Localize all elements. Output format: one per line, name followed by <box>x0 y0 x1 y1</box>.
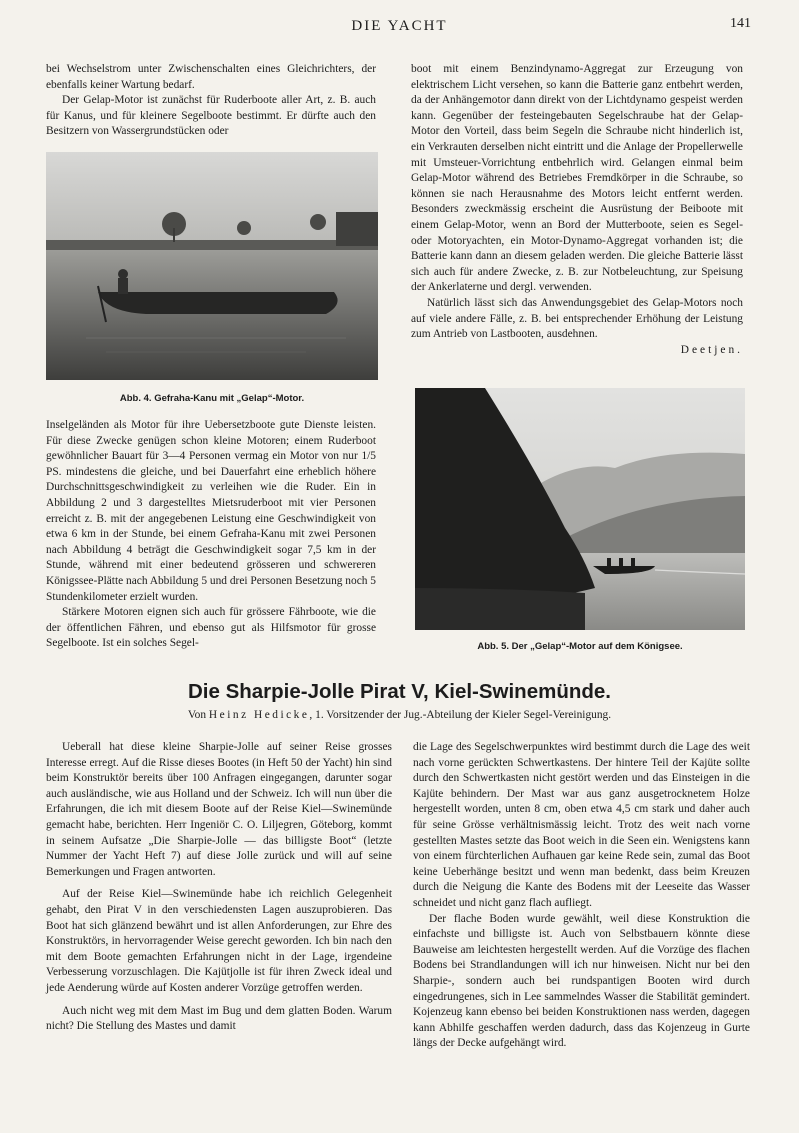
paragraph: Der Gelap-Motor ist zunächst für Ruderboote aller Art, z. B. auch für Kanus, und für kleinere Segelboote bestimmt. Er dürfte auch den Besitzern von Wassergrundstücken oder <box>46 94 376 138</box>
paragraph: Stärkere Motoren eignen sich auch für grössere Fährboote, wie die der öffentlichen Fähren, und ebenso gut als Hilfsmotor für grosse Segelboote. Ist ein solches Segel- <box>46 606 376 650</box>
figure-5-caption: Abb. 5. Der „Gelap“-Motor auf dem Königsee. <box>477 641 683 652</box>
lake-photo-illustration <box>415 388 745 630</box>
column-top-right <box>411 62 743 358</box>
paragraph: bei Wechselstrom unter Zwischenschalten eines Gleichrichters, der ebenfalls keiner Wartung bedarf. <box>46 63 376 91</box>
byline-affiliation: , 1. Vorsitzender der Jug.-Abteilung der Kieler Segel-Vereinigung. <box>309 709 612 721</box>
page-number: 141 <box>730 16 751 31</box>
figure-4-caption: Abb. 4. Gefraha-Kanu mit „Gelap“-Motor. <box>119 393 305 404</box>
paragraph: Inselgeländen als Motor für ihre Uebersetzboote gute Dienste leisten. Für diese Zwecke genügen schon kleine Motoren; einem Ruderboot gewöhnlicher Bauart für 3—4 Personen vermag ein Motor von nur 1/5 PS. mindestens die gleiche, und bei Dauerfahrt eine erheblich höhere Durchschnittsgeschwindigkeit zu verleihen wie die Ruder. Ein in Abbildung 2 und 3 dargestelltes Mietsruderboot mit vier Personen erreicht z. B. mit der angegebenen Leistung eine Geschwindigkeit von etwa 6 km in der Stunde, bei einem Gefraha-Kanu mit zwei Personen nach Abbildung 4 beträgt die Geschwindigkeit sogar 7,5 km in der Stunde, während mit einer bedeutend grösseren und schwereren Königssee-Plätte nach Abbildung 5 und drei Personen Besetzung noch 5 Stundenkilometer erzielt wurden. <box>46 419 376 603</box>
article-column-right <box>413 740 750 1052</box>
paragraph: Auf der Reise Kiel—Swinemünde habe ich reichlich Gelegenheit gehabt, den Pirat V in den verschiedensten Lagen auszuprobieren. Das Boot hat sich glänzend bewährt und ist allen Anforderungen, zur Ehre des Konstruktörs, in hervorragender Weise gerecht geworden. Ich bin nach den mit dem Boote gemachten Erfahrungen nicht in der Lage, irgendeine Verbesserung vorzuschlagen. Die Kajütjolle ist für ihren Zweck ideal und jede Aenderung würde auf Kosten anderer Vorzüge getroffen werden. <box>46 888 392 994</box>
article-column-left <box>46 740 392 1035</box>
paragraph: Ueberall hat diese kleine Sharpie-Jolle auf seiner Reise grosses Interesse erregt. Auf die Risse dieses Bootes (in Heft 50 der Yacht) hin sind beim Konstruktör bereits über 100 Anfragen eingegangen, darunter sogar auch ausländische, wie aus Holland und der Schweiz. Ich will nun über die Erfahrungen, die ich mit diesem Boote auf der Reise Kiel—Swinemünde gemacht habe, berichten. Herr Ingeniör C. O. Liljegren, Göteborg, kommt in seinem Aufsatze „Die Sharpie-Jolle — das billigste Boot“ (letzte Nummer der Yacht Heft 7) auf diese Jolle zurück und will auf seine Bemerkungen und Fragen antworten. <box>46 741 392 878</box>
column-top-left <box>46 62 376 140</box>
figure-4-photo <box>46 152 378 380</box>
signature: Deetjen. <box>680 343 743 356</box>
canoe-photo-illustration <box>46 152 378 380</box>
column-mid-left <box>46 418 376 652</box>
figure-5-photo <box>415 388 745 630</box>
paragraph: Auch nicht weg mit dem Mast im Bug und dem glatten Boden. Warum nicht? Die Stellung des Mastes und damit <box>46 1004 392 1033</box>
paragraph: die Lage des Segelschwerpunktes wird bestimmt durch die Lage des weit nach vorne gerückten Schwertkastens. Der hintere Teil der Kajüte sollte durch den Schwertkasten nicht gestört werden und das Einsteigen in die Kajüte behindern. Der Mast war aus ganz ausgetrocknetem Holze hergestellt worden, unten 8 cm, oben etwa 4,5 cm stark und daher auch für seine Grösse verhältnismässig leicht. Trotz des weit nach vorne gestellten Mastes setzte das Boot weich in die Seen ein. Wenigstens kann von einem fürchterlichen Aufhauen gar keine Rede sein, zumal das Boot keine Ueberhänge besitzt und wenn man bedenkt, dass beim Kreuzen durch die Neigung die Kante des Bodens mit der Leeseite das Wasser schneidet und nicht ganz flach aufliegt. <box>413 741 750 909</box>
byline-prefix: Von <box>187 709 207 721</box>
author-name: Heinz Hedicke <box>208 709 310 721</box>
article-title: Die Sharpie-Jolle Pirat V, Kiel-Swinemünde. <box>187 680 612 703</box>
article-byline <box>0 709 799 721</box>
paragraph: boot mit einem Benzindynamo-Aggregat zur Erzeugung von elektrischem Licht versehen, so kann die Batterie ganz entbehrt werden, da der Anhängemotor dann direkt von der Lichtdynamo gespeist werden kann. Gegenüber der festeingebauten Segelschraube hat der Gelap-Motor den Vorteil, dass beim Segeln die Schraube nicht hinderlich ist, ein Verkrauten derselben nicht eintritt und die Anlage der Propellerwelle mit Umsteuer-Vorrichtung entbehrlich wird. Gelangen einmal beim Gelap-Motor während des Betriebes Fremdkörper in die Schraube, so können sie nach Herausnahme des Motors leicht entfernt werden. Besonders zweckmässig erscheint die Ausrüstung der Beiboote mit einem Gelap-Motor, wenn an Bord der Mutterboote, seien es Segel- oder Motoryachten, ein Motor-Dynamo-Aggregat vorhanden ist; die Batterie kann dann an diesem geladen werden. Die gleiche Batterie lässt sich auch für andere Zwecke, z. B. zur Notbeleuchtung, zur Speisung der Ankerlaterne und dergl. verwenden. <box>411 63 743 294</box>
running-title: DIE YACHT <box>351 18 448 34</box>
paragraph: Der flache Boden wurde gewählt, weil diese Konstruktion die einfachste und billigste ist. Auch von Selbstbauern könnte diese Bauweise am leichtesten hergestellt werden. Auf die Vorzüge des flachen Bodens bei Strandlandungen will ich nur hinweisen. Nicht nur bei den Sharpie-, sondern auch bei rundspantigen Booten wird durch eingedrungenes, sich in Lee sammelndes Wasser die Stabilität gemindert. Kojenzeug kann ebenso bei beiden Konstruktionen nass werden, dagegen kann Abhilfe geschaffen werden dadurch, dass das Kojenzeug in Gurte längs der Decke aufgehängt wird. <box>413 912 750 1050</box>
paragraph: Natürlich lässt sich das Anwendungsgebiet des Gelap-Motors noch auf viele andere Fälle, z. B. bei entsprechender Erhöhung der Leistung zum Antrieb von Lastbooten, ausdehnen. <box>411 296 743 341</box>
